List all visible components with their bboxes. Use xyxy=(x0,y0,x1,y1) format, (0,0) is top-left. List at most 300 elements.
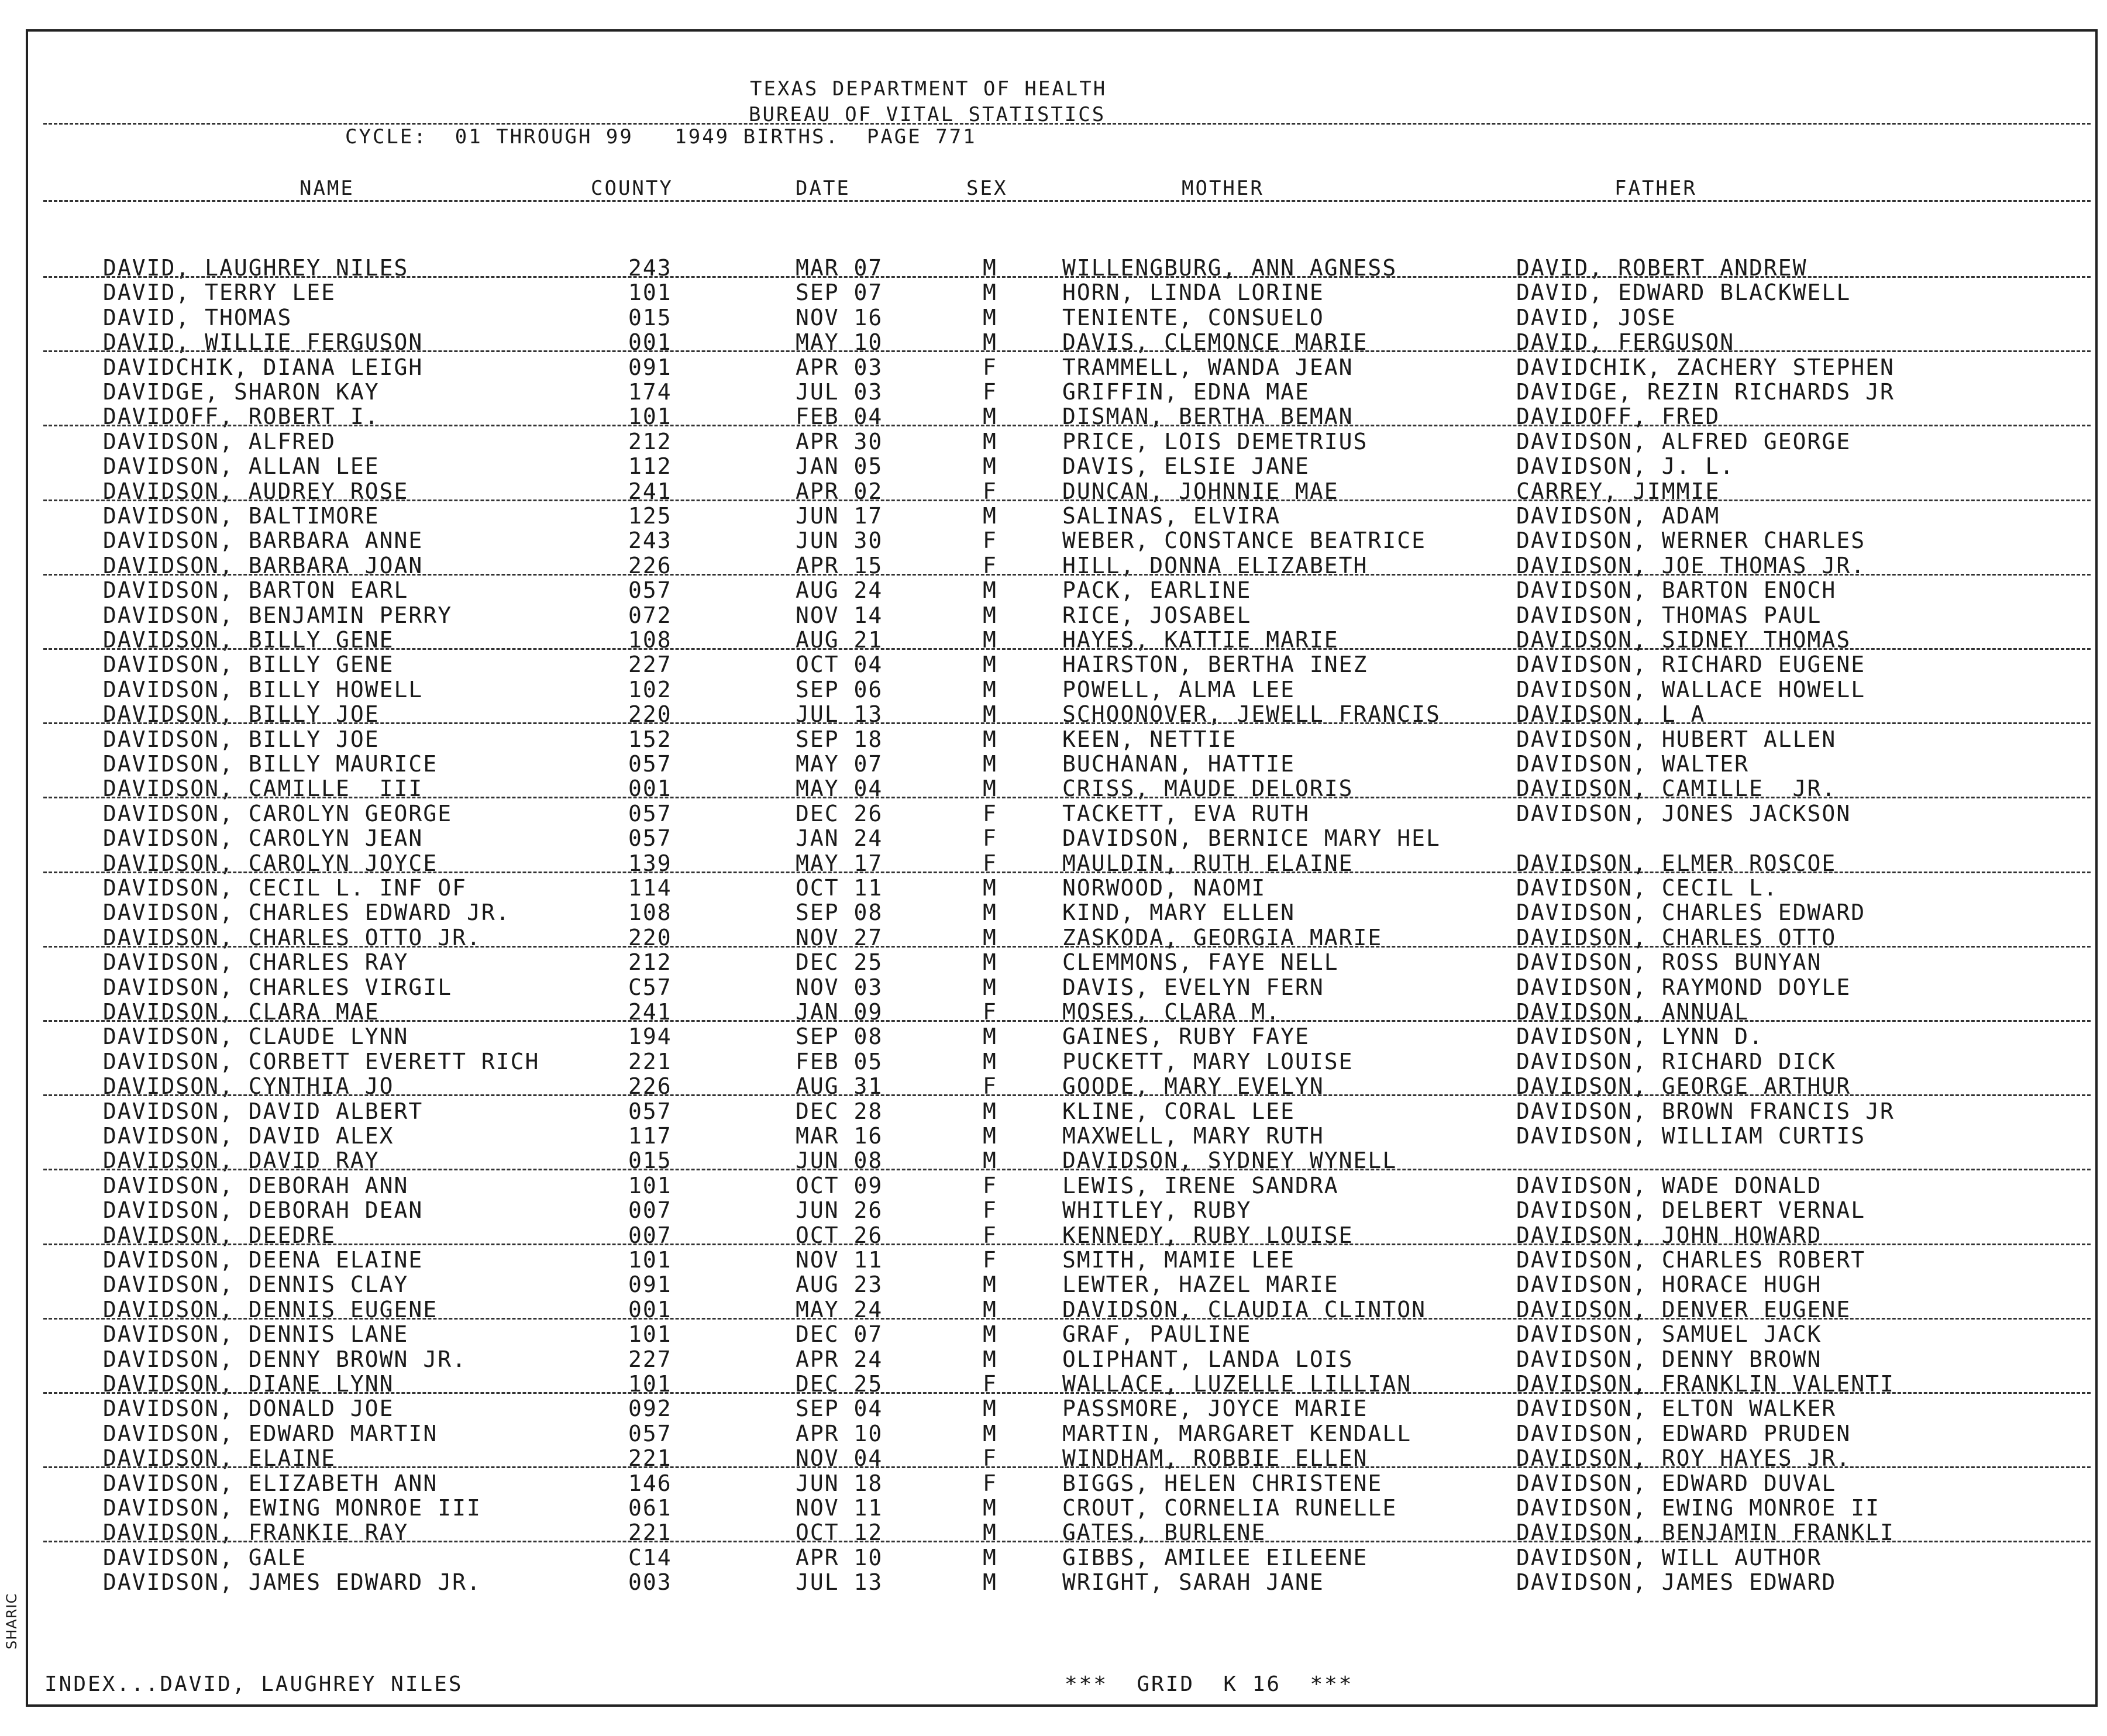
date-cell: MAR 16 xyxy=(796,1123,883,1149)
name-cell: DAVIDSON, BARTON EARL xyxy=(103,577,409,604)
father-cell: DAVIDSON, CECIL L. xyxy=(1516,875,1778,901)
name-cell: DAVIDSON, CECIL L. INF OF xyxy=(103,875,467,901)
name-cell: DAVIDSON, CHARLES VIRGIL xyxy=(103,974,453,1000)
sex-cell: M xyxy=(983,776,997,802)
date-cell: JUL 13 xyxy=(796,701,883,728)
date-cell: DEC 07 xyxy=(796,1321,883,1348)
father-cell: DAVIDSON, HORACE HUGH xyxy=(1516,1272,1822,1298)
mother-cell: GIBBS, AMILEE EILEENE xyxy=(1062,1544,1368,1570)
index-footer: INDEX...DAVID, LAUGHREY NILES xyxy=(44,1672,463,1696)
father-cell: DAVIDSON, WADE DONALD xyxy=(1516,1172,1822,1198)
father-cell: DAVIDSON, J. L. xyxy=(1516,453,1735,480)
county-cell: 112 xyxy=(628,453,672,480)
sex-cell: M xyxy=(983,676,997,702)
county-cell: 114 xyxy=(628,875,672,901)
sex-cell: F xyxy=(983,379,997,405)
father-cell: DAVIDSON, THOMAS PAUL xyxy=(1516,602,1822,628)
father-cell: DAVIDSON, JONES JACKSON xyxy=(1516,800,1851,826)
county-cell: 226 xyxy=(628,552,672,578)
sex-cell: M xyxy=(983,1346,997,1372)
name-cell: DAVIDSON, CAROLYN JEAN xyxy=(103,825,424,852)
row-divider xyxy=(43,946,2091,948)
sex-cell: F xyxy=(983,552,997,578)
sex-cell: F xyxy=(983,1197,997,1224)
father-cell: DAVIDSON, ROY HAYES JR. xyxy=(1516,1445,1851,1472)
mother-cell: KENNEDY, RUBY LOUISE xyxy=(1062,1222,1354,1248)
father-cell: DAVIDSON, ANNUAL xyxy=(1516,999,1750,1025)
name-cell: DAVIDSON, DAVID RAY xyxy=(103,1148,380,1174)
sex-cell: M xyxy=(983,1098,997,1124)
date-cell: NOV 11 xyxy=(796,1495,883,1521)
sex-cell: F xyxy=(983,800,997,826)
father-cell: DAVIDSON, ALFRED GEORGE xyxy=(1516,428,1851,454)
mother-cell: TRAMMELL, WANDA JEAN xyxy=(1062,354,1354,380)
father-cell: DAVID, ROBERT ANDREW xyxy=(1516,255,1808,281)
sex-cell: M xyxy=(983,726,997,752)
county-cell: 057 xyxy=(628,577,672,604)
name-cell: DAVIDSON, CAROLYN GEORGE xyxy=(103,800,453,826)
mother-cell: DAVIDSON, SYDNEY WYNELL xyxy=(1062,1148,1397,1174)
date-cell: JAN 05 xyxy=(796,453,883,480)
row-divider xyxy=(43,574,2091,576)
county-cell: 015 xyxy=(628,1148,672,1174)
sex-cell: M xyxy=(983,1272,997,1298)
name-cell: DAVID, TERRY LEE xyxy=(103,280,336,306)
county-cell: 220 xyxy=(628,924,672,950)
county-cell: 101 xyxy=(628,1321,672,1348)
mother-cell: HILL, DONNA ELIZABETH xyxy=(1062,552,1368,578)
row-divider xyxy=(43,1466,2091,1468)
row-divider xyxy=(43,425,2091,426)
mother-cell: HORN, LINDA LORINE xyxy=(1062,280,1324,306)
father-cell: DAVIDSON, WERNER CHARLES xyxy=(1516,528,1866,554)
grid-footer: *** GRID K 16 *** xyxy=(1065,1672,1354,1696)
name-cell: DAVIDGE, SHARON KAY xyxy=(103,379,380,405)
date-cell: MAR 07 xyxy=(796,255,883,281)
father-cell: DAVIDOFF, FRED xyxy=(1516,404,1720,430)
mother-cell: DAVIDSON, CLAUDIA CLINTON xyxy=(1062,1296,1426,1322)
name-cell: DAVIDSON, EWING MONROE III xyxy=(103,1495,481,1521)
row-divider xyxy=(43,1020,2091,1022)
mother-cell: WALLACE, LUZELLE LILLIAN xyxy=(1062,1371,1412,1397)
mother-cell: DAVIDSON, BERNICE MARY HEL xyxy=(1062,825,1441,852)
mother-cell: LEWTER, HAZEL MARIE xyxy=(1062,1272,1339,1298)
father-cell: DAVIDSON, JOE THOMAS JR. xyxy=(1516,552,1866,578)
name-cell: DAVIDSON, JAMES EDWARD JR. xyxy=(103,1569,481,1596)
cycle-line: CYCLE: 01 THROUGH 99 1949 BIRTHS. PAGE 771 xyxy=(345,125,977,149)
name-cell: DAVID, WILLIE FERGUSON xyxy=(103,329,424,356)
name-cell: DAVIDSON, BALTIMORE xyxy=(103,503,380,529)
mother-cell: SMITH, MAMIE LEE xyxy=(1062,1247,1296,1273)
sex-cell: M xyxy=(983,949,997,976)
county-cell: 152 xyxy=(628,726,672,752)
sex-cell: M xyxy=(983,1048,997,1074)
row-divider xyxy=(43,1392,2091,1394)
county-cell: 241 xyxy=(628,478,672,504)
father-cell: DAVIDSON, FRANKLIN VALENTI xyxy=(1516,1371,1895,1397)
sex-cell: M xyxy=(983,577,997,604)
county-cell: 194 xyxy=(628,1024,672,1050)
name-cell: DAVIDSON, CYNTHIA JO xyxy=(103,1073,394,1100)
sex-cell: M xyxy=(983,751,997,777)
sex-cell: M xyxy=(983,1569,997,1596)
row-divider xyxy=(43,350,2091,352)
name-cell: DAVIDSON, ELIZABETH ANN xyxy=(103,1470,438,1496)
county-cell: 057 xyxy=(628,825,672,852)
date-cell: JUL 13 xyxy=(796,1569,883,1596)
father-cell: DAVIDSON, CHARLES ROBERT xyxy=(1516,1247,1866,1273)
mother-cell: BUCHANAN, HATTIE xyxy=(1062,751,1296,777)
date-cell: APR 03 xyxy=(796,354,883,380)
mother-cell: WINDHAM, ROBBIE ELLEN xyxy=(1062,1445,1368,1472)
mother-cell: TENIENTE, CONSUELO xyxy=(1062,304,1324,330)
name-cell: DAVIDSON, BARBARA JOAN xyxy=(103,552,424,578)
county-cell: 001 xyxy=(628,329,672,356)
date-cell: APR 24 xyxy=(796,1346,883,1372)
mother-cell: SCHOONOVER, JEWELL FRANCIS xyxy=(1062,701,1441,728)
father-cell: DAVIDSON, WILL AUTHOR xyxy=(1516,1544,1822,1570)
mother-cell: CLEMMONS, FAYE NELL xyxy=(1062,949,1339,976)
sex-cell: M xyxy=(983,304,997,330)
mother-cell: RICE, JOSABEL xyxy=(1062,602,1252,628)
mother-cell: GRAF, PAULINE xyxy=(1062,1321,1252,1348)
sex-cell: M xyxy=(983,1024,997,1050)
name-cell: DAVIDSON, AUDREY ROSE xyxy=(103,478,409,504)
father-cell: DAVIDSON, BROWN FRANCIS JR xyxy=(1516,1098,1895,1124)
sex-cell: F xyxy=(983,850,997,876)
mother-cell: PACK, EARLINE xyxy=(1062,577,1252,604)
name-cell: DAVIDSON, DENNIS LANE xyxy=(103,1321,409,1348)
row-divider xyxy=(43,1318,2091,1320)
father-cell: DAVIDSON, CHARLES OTTO xyxy=(1516,924,1837,950)
date-cell: OCT 09 xyxy=(796,1172,883,1198)
county-cell: 057 xyxy=(628,1098,672,1124)
date-cell: APR 02 xyxy=(796,478,883,504)
sex-cell: M xyxy=(983,1123,997,1149)
father-cell: DAVID, EDWARD BLACKWELL xyxy=(1516,280,1851,306)
mother-cell: GATES, BURLENE xyxy=(1062,1520,1266,1546)
mother-cell: TACKETT, EVA RUTH xyxy=(1062,800,1310,826)
county-cell: 139 xyxy=(628,850,672,876)
sex-cell: M xyxy=(983,1321,997,1348)
county-cell: 108 xyxy=(628,627,672,653)
date-cell: DEC 28 xyxy=(796,1098,883,1124)
county-cell: 212 xyxy=(628,428,672,454)
date-cell: SEP 08 xyxy=(796,1024,883,1050)
name-cell: DAVIDSON, BARBARA ANNE xyxy=(103,528,424,554)
name-cell: DAVIDSON, CAROLYN JOYCE xyxy=(103,850,438,876)
sex-cell: M xyxy=(983,280,997,306)
sex-cell: F xyxy=(983,1247,997,1273)
name-cell: DAVIDSON, FRANKIE RAY xyxy=(103,1520,409,1546)
county-cell: 212 xyxy=(628,949,672,976)
father-cell: DAVIDSON, DELBERT VERNAL xyxy=(1516,1197,1866,1224)
bureau-title: BUREAU OF VITAL STATISTICS xyxy=(749,103,1106,126)
date-cell: MAY 04 xyxy=(796,776,883,802)
sex-cell: F xyxy=(983,1445,997,1472)
county-cell: 243 xyxy=(628,255,672,281)
date-cell: OCT 26 xyxy=(796,1222,883,1248)
sex-cell: F xyxy=(983,1371,997,1397)
date-cell: FEB 05 xyxy=(796,1048,883,1074)
county-cell: 091 xyxy=(628,1272,672,1298)
county-cell: 174 xyxy=(628,379,672,405)
county-cell: 102 xyxy=(628,676,672,702)
mother-cell: ZASKODA, GEORGIA MARIE xyxy=(1062,924,1383,950)
county-cell: 057 xyxy=(628,1420,672,1446)
mother-cell: KIND, MARY ELLEN xyxy=(1062,900,1296,926)
name-cell: DAVIDSON, DONALD JOE xyxy=(103,1396,394,1422)
father-cell: DAVIDSON, RICHARD DICK xyxy=(1516,1048,1837,1074)
father-cell: DAVIDSON, RAYMOND DOYLE xyxy=(1516,974,1851,1000)
father-cell: DAVIDSON, BARTON ENOCH xyxy=(1516,577,1837,604)
name-cell: DAVIDSON, DEEDRE xyxy=(103,1222,336,1248)
mother-cell: HAYES, KATTIE MARIE xyxy=(1062,627,1339,653)
county-cell: 007 xyxy=(628,1222,672,1248)
father-cell: DAVIDSON, EWING MONROE II xyxy=(1516,1495,1880,1521)
name-cell: DAVID, LAUGHREY NILES xyxy=(103,255,409,281)
county-cell: 001 xyxy=(628,1296,672,1322)
sex-cell: M xyxy=(983,1495,997,1521)
mother-cell: BIGGS, HELEN CHRISTENE xyxy=(1062,1470,1383,1496)
mother-cell: WEBER, CONSTANCE BEATRICE xyxy=(1062,528,1426,554)
row-divider xyxy=(43,797,2091,798)
name-cell: DAVIDSON, DEBORAH ANN xyxy=(103,1172,409,1198)
name-cell: DAVIDSON, BILLY GENE xyxy=(103,652,394,678)
sex-cell: M xyxy=(983,503,997,529)
father-cell: DAVIDSON, WALLACE HOWELL xyxy=(1516,676,1866,702)
sex-cell: F xyxy=(983,354,997,380)
sex-cell: F xyxy=(983,1222,997,1248)
sex-cell: M xyxy=(983,453,997,480)
date-cell: JUN 30 xyxy=(796,528,883,554)
name-cell: DAVIDSON, BILLY JOE xyxy=(103,701,380,728)
county-cell: 007 xyxy=(628,1197,672,1224)
mother-cell: MOSES, CLARA M. xyxy=(1062,999,1281,1025)
mother-cell: GRIFFIN, EDNA MAE xyxy=(1062,379,1310,405)
mother-cell: POWELL, ALMA LEE xyxy=(1062,676,1296,702)
row-divider xyxy=(43,872,2091,873)
row-divider xyxy=(43,500,2091,501)
side-mark: SHARIC xyxy=(4,1593,20,1649)
name-cell: DAVIDSON, CHARLES EDWARD JR. xyxy=(103,900,511,926)
mother-cell: LEWIS, IRENE SANDRA xyxy=(1062,1172,1339,1198)
father-cell: CARREY, JIMMIE xyxy=(1516,478,1720,504)
mother-cell: DAVIS, ELSIE JANE xyxy=(1062,453,1310,480)
county-cell: 015 xyxy=(628,304,672,330)
date-cell: DEC 25 xyxy=(796,1371,883,1397)
county-cell: 101 xyxy=(628,1172,672,1198)
name-cell: DAVIDSON, CHARLES RAY xyxy=(103,949,409,976)
date-cell: AUG 24 xyxy=(796,577,883,604)
sex-cell: M xyxy=(983,1296,997,1322)
county-cell: 117 xyxy=(628,1123,672,1149)
county-cell: 101 xyxy=(628,1371,672,1397)
mother-cell: HAIRSTON, BERTHA INEZ xyxy=(1062,652,1368,678)
mother-cell: MAXWELL, MARY RUTH xyxy=(1062,1123,1324,1149)
sex-cell: M xyxy=(983,627,997,653)
father-cell: DAVIDSON, CHARLES EDWARD xyxy=(1516,900,1866,926)
date-cell: APR 15 xyxy=(796,552,883,578)
column-header-father: FATHER xyxy=(1614,177,1697,200)
agency-title: TEXAS DEPARTMENT OF HEALTH xyxy=(750,77,1107,101)
county-cell: 146 xyxy=(628,1470,672,1496)
mother-cell: DISMAN, BERTHA BEMAN xyxy=(1062,404,1354,430)
date-cell: FEB 04 xyxy=(796,404,883,430)
date-cell: SEP 18 xyxy=(796,726,883,752)
sex-cell: M xyxy=(983,329,997,356)
county-cell: C57 xyxy=(628,974,672,1000)
county-cell: 220 xyxy=(628,701,672,728)
column-header-sex: SEX xyxy=(966,177,1008,200)
sex-cell: M xyxy=(983,1544,997,1570)
row-divider xyxy=(43,1169,2091,1170)
county-cell: 057 xyxy=(628,800,672,826)
name-cell: DAVIDSON, BILLY JOE xyxy=(103,726,380,752)
mother-cell: OLIPHANT, LANDA LOIS xyxy=(1062,1346,1354,1372)
county-cell: 057 xyxy=(628,751,672,777)
name-cell: DAVIDSON, CLAUDE LYNN xyxy=(103,1024,409,1050)
date-cell: AUG 31 xyxy=(796,1073,883,1100)
name-cell: DAVIDSON, DAVID ALBERT xyxy=(103,1098,424,1124)
name-cell: DAVIDSON, BENJAMIN PERRY xyxy=(103,602,453,628)
date-cell: JUL 03 xyxy=(796,379,883,405)
name-cell: DAVIDSON, CHARLES OTTO JR. xyxy=(103,924,481,950)
county-cell: 226 xyxy=(628,1073,672,1100)
date-cell: OCT 04 xyxy=(796,652,883,678)
name-cell: DAVIDSON, DENNIS EUGENE xyxy=(103,1296,438,1322)
father-cell: DAVID, FERGUSON xyxy=(1516,329,1735,356)
sex-cell: M xyxy=(983,1520,997,1546)
county-cell: 001 xyxy=(628,776,672,802)
date-cell: NOV 03 xyxy=(796,974,883,1000)
county-cell: 092 xyxy=(628,1396,672,1422)
date-cell: NOV 16 xyxy=(796,304,883,330)
date-cell: AUG 23 xyxy=(796,1272,883,1298)
sex-cell: M xyxy=(983,701,997,728)
sex-cell: M xyxy=(983,255,997,281)
column-header-name: NAME xyxy=(299,177,354,200)
father-cell: DAVIDSON, ROSS BUNYAN xyxy=(1516,949,1822,976)
row-divider xyxy=(43,648,2091,650)
date-cell: SEP 04 xyxy=(796,1396,883,1422)
sex-cell: F xyxy=(983,825,997,852)
date-cell: MAY 17 xyxy=(796,850,883,876)
name-cell: DAVIDSON, BILLY MAURICE xyxy=(103,751,438,777)
father-cell: DAVIDSON, BENJAMIN FRANKLI xyxy=(1516,1520,1895,1546)
county-cell: 101 xyxy=(628,1247,672,1273)
father-cell: DAVIDSON, DENVER EUGENE xyxy=(1516,1296,1851,1322)
father-cell: DAVID, JOSE xyxy=(1516,304,1676,330)
sex-cell: F xyxy=(983,999,997,1025)
county-cell: 221 xyxy=(628,1445,672,1472)
county-cell: 101 xyxy=(628,280,672,306)
date-cell: MAY 07 xyxy=(796,751,883,777)
father-cell: DAVIDSON, JOHN HOWARD xyxy=(1516,1222,1822,1248)
county-cell: 108 xyxy=(628,900,672,926)
mother-cell: WHITLEY, RUBY xyxy=(1062,1197,1252,1224)
row-divider xyxy=(43,1244,2091,1245)
date-cell: NOV 11 xyxy=(796,1247,883,1273)
name-cell: DAVIDSON, ELAINE xyxy=(103,1445,336,1472)
mother-cell: PRICE, LOIS DEMETRIUS xyxy=(1062,428,1368,454)
sex-cell: F xyxy=(983,1172,997,1198)
name-cell: DAVIDSON, ALFRED xyxy=(103,428,336,454)
father-cell: DAVIDSON, ELTON WALKER xyxy=(1516,1396,1837,1422)
date-cell: AUG 21 xyxy=(796,627,883,653)
mother-cell: GAINES, RUBY FAYE xyxy=(1062,1024,1310,1050)
sex-cell: M xyxy=(983,1148,997,1174)
father-cell: DAVIDSON, EDWARD PRUDEN xyxy=(1516,1420,1851,1446)
sex-cell: M xyxy=(983,924,997,950)
father-cell: DAVIDSON, ADAM xyxy=(1516,503,1720,529)
row-divider xyxy=(43,276,2091,278)
mother-cell: PASSMORE, JOYCE MARIE xyxy=(1062,1396,1368,1422)
row-divider xyxy=(43,1541,2091,1542)
name-cell: DAVIDSON, DAVID ALEX xyxy=(103,1123,394,1149)
county-cell: 243 xyxy=(628,528,672,554)
name-cell: DAVIDSON, CORBETT EVERETT RICH xyxy=(103,1048,540,1074)
date-cell: JUN 17 xyxy=(796,503,883,529)
county-cell: 227 xyxy=(628,652,672,678)
sex-cell: M xyxy=(983,875,997,901)
father-cell: DAVIDSON, L A xyxy=(1516,701,1706,728)
county-cell: 241 xyxy=(628,999,672,1025)
county-cell: 091 xyxy=(628,354,672,380)
father-cell: DAVIDCHIK, ZACHERY STEPHEN xyxy=(1516,354,1895,380)
father-cell: DAVIDSON, EDWARD DUVAL xyxy=(1516,1470,1837,1496)
sex-cell: M xyxy=(983,1396,997,1422)
mother-cell: DAVIS, CLEMONCE MARIE xyxy=(1062,329,1368,356)
father-cell: DAVIDSON, CAMILLE JR. xyxy=(1516,776,1837,802)
date-cell: SEP 07 xyxy=(796,280,883,306)
row-divider xyxy=(43,722,2091,724)
sex-cell: M xyxy=(983,1420,997,1446)
name-cell: DAVIDSON, DEENA ELAINE xyxy=(103,1247,424,1273)
date-cell: JAN 24 xyxy=(796,825,883,852)
father-cell: DAVIDSON, ELMER ROSCOE xyxy=(1516,850,1837,876)
date-cell: JUN 08 xyxy=(796,1148,883,1174)
mother-cell: WILLENGBURG, ANN AGNESS xyxy=(1062,255,1397,281)
date-cell: JAN 09 xyxy=(796,999,883,1025)
date-cell: APR 30 xyxy=(796,428,883,454)
mother-cell: PUCKETT, MARY LOUISE xyxy=(1062,1048,1354,1074)
sex-cell: F xyxy=(983,1073,997,1100)
mother-cell: DAVIS, EVELYN FERN xyxy=(1062,974,1324,1000)
sex-cell: M xyxy=(983,428,997,454)
name-cell: DAVIDSON, GALE xyxy=(103,1544,307,1570)
column-header-divider xyxy=(43,200,2091,202)
name-cell: DAVIDSON, DIANE LYNN xyxy=(103,1371,394,1397)
father-cell: DAVIDGE, REZIN RICHARDS JR xyxy=(1516,379,1895,405)
date-cell: NOV 04 xyxy=(796,1445,883,1472)
column-header-mother: MOTHER xyxy=(1182,177,1264,200)
row-divider xyxy=(43,1094,2091,1096)
mother-cell: MAULDIN, RUTH ELAINE xyxy=(1062,850,1354,876)
father-cell: DAVIDSON, WALTER xyxy=(1516,751,1750,777)
column-header-county: COUNTY xyxy=(591,177,673,200)
county-cell: 125 xyxy=(628,503,672,529)
father-cell: DAVIDSON, SAMUEL JACK xyxy=(1516,1321,1822,1348)
date-cell: DEC 26 xyxy=(796,800,883,826)
name-cell: DAVIDSON, EDWARD MARTIN xyxy=(103,1420,438,1446)
sex-cell: F xyxy=(983,1470,997,1496)
sex-cell: M xyxy=(983,404,997,430)
county-cell: 227 xyxy=(628,1346,672,1372)
father-cell: DAVIDSON, JAMES EDWARD xyxy=(1516,1569,1837,1596)
name-cell: DAVIDSON, DENNIS CLAY xyxy=(103,1272,409,1298)
name-cell: DAVIDSON, ALLAN LEE xyxy=(103,453,380,480)
